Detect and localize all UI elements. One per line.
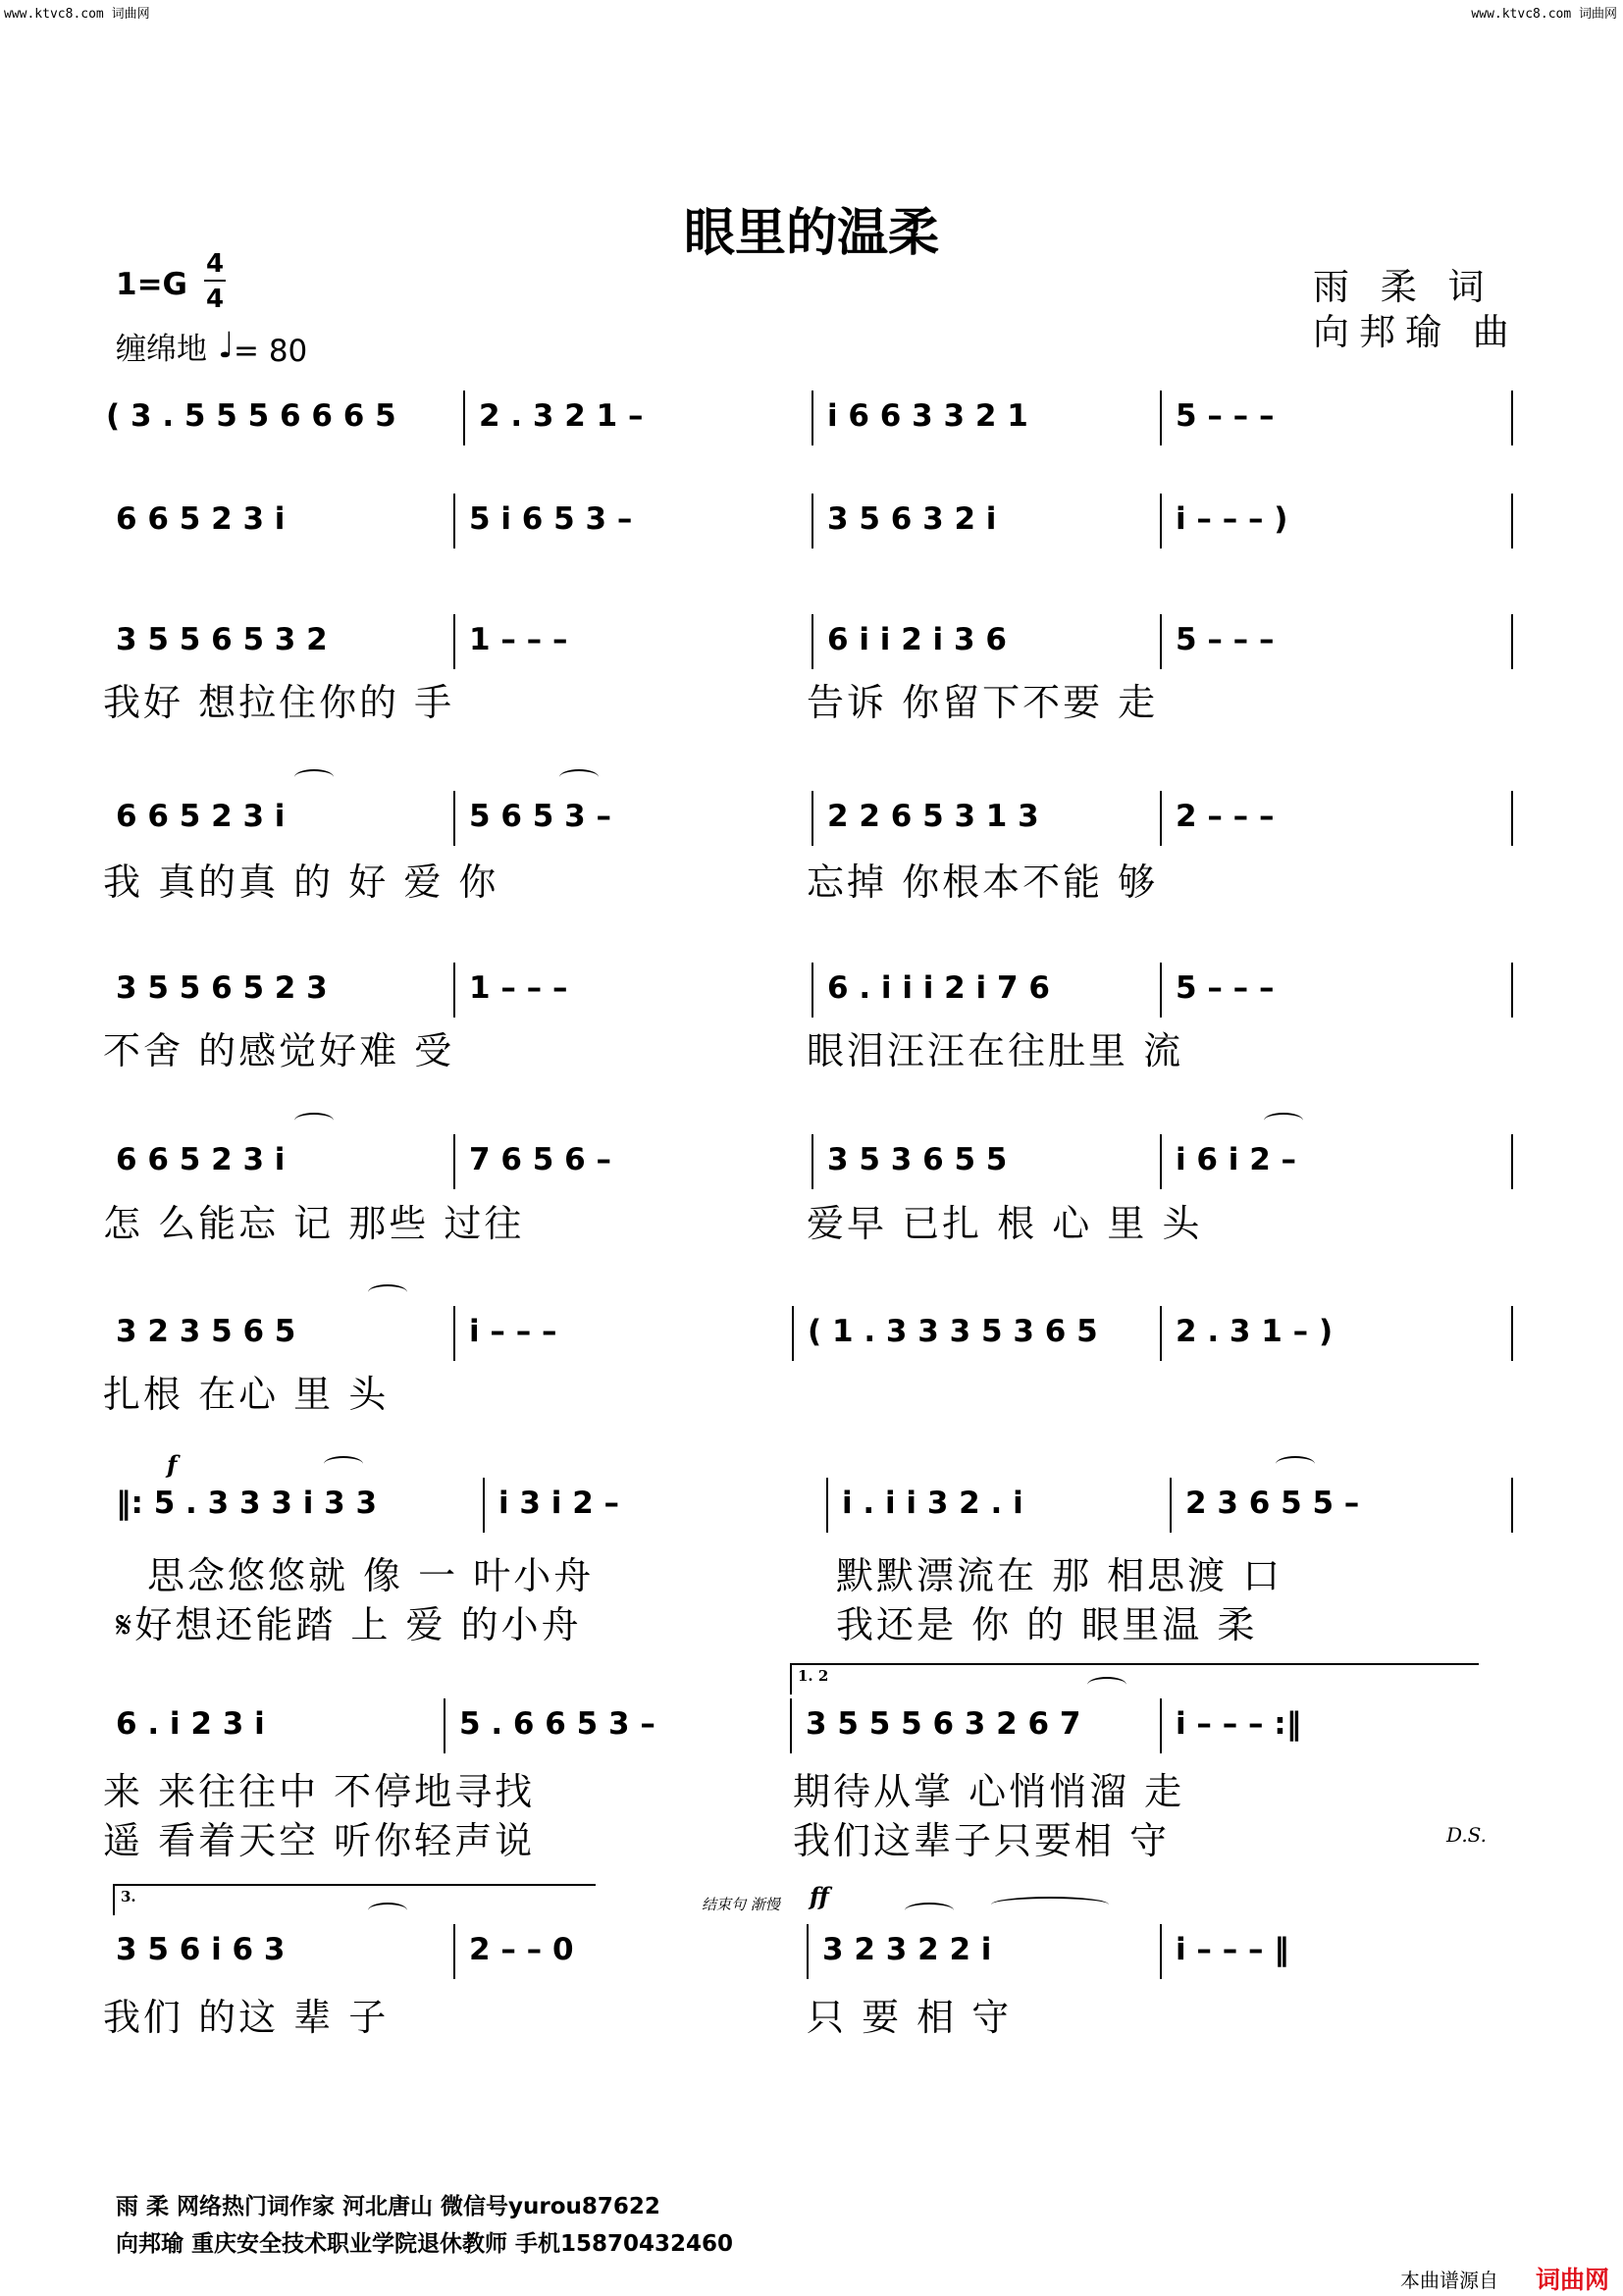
measure-4: 5 – – –: [1176, 970, 1275, 1006]
barline: [1160, 1306, 1162, 1361]
barline: [1170, 1478, 1172, 1533]
composer-credit: 向邦瑜 曲: [1313, 311, 1519, 353]
measure-4: 2 . 3 1 – ): [1176, 1314, 1334, 1349]
staff-line-9: [0, 1693, 1623, 1771]
lyric-line-4b: 忘掉 你根本不能 够: [807, 861, 1159, 904]
measure-2: 2 – – 0: [469, 1932, 574, 1967]
measure-2: 1 – – –: [469, 970, 568, 1006]
lyric-line-7: 扎根 在心 里 头: [103, 1373, 390, 1416]
barline: [1160, 1924, 1162, 1979]
slur: [294, 769, 334, 785]
measure-3: 6 i i 2 i 3 6: [827, 622, 1007, 657]
time-signature-top: 4: [206, 249, 225, 279]
barline: [453, 963, 455, 1018]
measure-3: 3 5 5 5 6 3 2 6 7: [806, 1706, 1081, 1742]
slur: [991, 1897, 1109, 1912]
barline: [1511, 391, 1513, 445]
measure-4: i – – – ‖: [1176, 1932, 1289, 1967]
barline: [453, 1134, 455, 1189]
volta-3: 3.: [113, 1884, 596, 1915]
measure-4: 5 – – –: [1176, 398, 1275, 434]
slur: [1087, 1677, 1126, 1693]
lyric-line-3b: 告诉 你留下不要 走: [807, 681, 1159, 724]
barline: [1511, 963, 1513, 1018]
lyric-verse2-line8a: 𝄋好想还能踏 上 爱 的小舟: [116, 1603, 582, 1646]
measure-1: 3 2 3 5 6 5: [116, 1314, 296, 1349]
footer-lyricist-info: 雨 柔 网络热门词作家 河北唐山 微信号yurou87622: [116, 2194, 660, 2219]
barline: [1160, 791, 1162, 846]
measure-2: 7 6 5 6 –: [469, 1142, 611, 1177]
staff-line-8: [0, 1472, 1623, 1550]
barline: [1511, 1306, 1513, 1361]
measure-3: ( 1 . 3 3 3 5 3 6 5: [808, 1314, 1098, 1349]
staff-line-10: [0, 1918, 1623, 1997]
measure-2: 5 6 5 3 –: [469, 799, 611, 834]
staff-line-2: [0, 488, 1623, 566]
barline: [1511, 494, 1513, 548]
dynamic-f: f: [167, 1450, 178, 1479]
measure-1: 3 5 5 6 5 2 3: [116, 970, 328, 1006]
slur: [1264, 1113, 1303, 1128]
lyric-line-10a: 我们 的这 辈 子: [103, 1996, 390, 2039]
barline: [463, 391, 465, 445]
slur: [294, 1113, 334, 1128]
lyric-verse1-line8b: 默默漂流在 那 相思渡 口: [836, 1554, 1283, 1597]
barline: [1160, 614, 1162, 669]
measure-2: i – – –: [469, 1314, 557, 1349]
site-watermark-right: www.ktvc8.com 词曲网: [1471, 7, 1617, 22]
measure-2: 2 . 3 2 1 –: [479, 398, 644, 434]
lyric-line-5b: 眼泪汪汪在往肚里 流: [807, 1029, 1184, 1072]
barline: [1511, 1478, 1513, 1533]
barline: [1511, 1134, 1513, 1189]
tempo-value: = 80: [234, 334, 308, 369]
tempo-style: 缠绵地: [116, 332, 207, 367]
lyric-line-3a: 我好 想拉住你的 手: [103, 681, 455, 724]
measure-4: 2 3 6 5 5 –: [1185, 1486, 1360, 1521]
slur: [1276, 1456, 1315, 1472]
barline: [1160, 963, 1162, 1018]
barline: [812, 791, 813, 846]
barline: [453, 494, 455, 548]
barline: [1160, 1134, 1162, 1189]
measure-3: 2 2 6 5 3 1 3: [827, 799, 1039, 834]
measure-3: 3 5 6 3 2 i: [827, 501, 997, 537]
lyric-verse2-line8b: 我还是 你 的 眼里温 柔: [836, 1603, 1258, 1646]
barline: [812, 1134, 813, 1189]
lyric-verse1-line8a: 思念悠悠就 像 一 叶小舟: [147, 1554, 595, 1597]
lyric-verse2-line9b: 我们这辈子只要相 守: [793, 1819, 1171, 1862]
measure-2: i 3 i 2 –: [498, 1486, 620, 1521]
lyric-verse1-line9b: 期待从掌 心悄悄溜 走: [793, 1770, 1185, 1813]
site-watermark-left: www.ktvc8.com 词曲网: [4, 7, 150, 22]
lyric-line-6a: 怎 么能忘 记 那些 过往: [103, 1202, 525, 1245]
barline: [1511, 614, 1513, 669]
dal-segno-mark: D.S.: [1446, 1823, 1488, 1847]
slur: [905, 1903, 954, 1918]
time-signature-divider: [204, 280, 226, 282]
barline: [790, 1698, 792, 1753]
footer-composer-info: 向邦瑜 重庆安全技术职业学院退休教师 手机15870432460: [116, 2231, 734, 2257]
staff-line-1: [0, 385, 1623, 463]
barline: [444, 1698, 445, 1753]
measure-1: ‖: 5 . 3 3 3 i 3 3: [116, 1486, 378, 1521]
barline: [812, 614, 813, 669]
lyric-verse1-line9a: 来 来往往中 不停地寻找: [103, 1770, 536, 1813]
volta-1-2: 1. 2: [790, 1663, 1479, 1695]
key-signature: 1=G: [116, 267, 187, 302]
barline: [1511, 791, 1513, 846]
barline: [1160, 494, 1162, 548]
barline: [812, 494, 813, 548]
slur: [368, 1903, 407, 1918]
barline: [812, 963, 813, 1018]
barline: [453, 1924, 455, 1979]
time-signature-bottom: 4: [206, 285, 225, 314]
measure-1: 6 6 5 2 3 i: [116, 1142, 286, 1177]
barline: [1160, 391, 1162, 445]
barline: [792, 1306, 794, 1361]
slur: [559, 769, 599, 785]
measure-2: 5 . 6 6 5 3 –: [459, 1706, 655, 1742]
lyricist-credit: 雨 柔 词: [1313, 266, 1494, 308]
lyric-line-10b: 只 要 相 守: [807, 1996, 1013, 2039]
measure-1: 3 5 6 i 6 3: [116, 1932, 286, 1967]
measure-1: 3 5 5 6 5 3 2: [116, 622, 328, 657]
lyric-line-6b: 爱早 已扎 根 心 里 头: [807, 1202, 1203, 1245]
measure-1: 6 6 5 2 3 i: [116, 799, 286, 834]
barline: [812, 391, 813, 445]
quarter-note-icon: ♩: [218, 326, 235, 366]
barline: [483, 1478, 485, 1533]
barline: [826, 1478, 828, 1533]
measure-3: i . i i 3 2 . i: [842, 1486, 1023, 1521]
measure-3: 3 5 3 6 5 5: [827, 1142, 1008, 1177]
dynamic-ff: ff: [810, 1882, 829, 1910]
slur: [324, 1456, 363, 1472]
barline: [807, 1924, 809, 1979]
measure-4: i 6 i 2 –: [1176, 1142, 1297, 1177]
barline: [453, 1306, 455, 1361]
lyric-line-4a: 我 真的真 的 好 爱 你: [103, 861, 499, 904]
measure-4: 5 – – –: [1176, 622, 1275, 657]
barline: [453, 614, 455, 669]
lyric-line-5a: 不舍 的感觉好难 受: [103, 1029, 455, 1072]
measure-1: 6 6 5 2 3 i: [116, 501, 286, 537]
measure-1: 6 . i 2 3 i: [116, 1706, 265, 1742]
measure-3: 3 2 3 2 2 i: [822, 1932, 992, 1967]
source-note: 本曲谱源自: [1400, 2269, 1498, 2292]
measure-3: i 6 6 3 3 2 1: [827, 398, 1028, 434]
lyric-verse2-line9a: 遥 看着天空 听你轻声说: [103, 1819, 536, 1862]
measure-4: 2 – – –: [1176, 799, 1275, 834]
site-logo: 词曲网: [1536, 2266, 1610, 2294]
measure-2: 5 i 6 5 3 –: [469, 501, 633, 537]
slur: [368, 1284, 407, 1300]
song-title: 眼里的温柔: [683, 204, 939, 263]
barline: [1160, 1698, 1162, 1753]
measure-4: i – – – :‖: [1176, 1706, 1302, 1742]
measure-4: i – – – ): [1176, 501, 1288, 537]
measure-1: ( 3 . 5 5 5 6 6 6 5: [106, 398, 396, 434]
measure-3: 6 . i i i 2 i 7 6: [827, 970, 1050, 1006]
ending-tempo-mark: 结束句 渐慢: [702, 1896, 780, 1913]
measure-2: 1 – – –: [469, 622, 568, 657]
barline: [453, 791, 455, 846]
